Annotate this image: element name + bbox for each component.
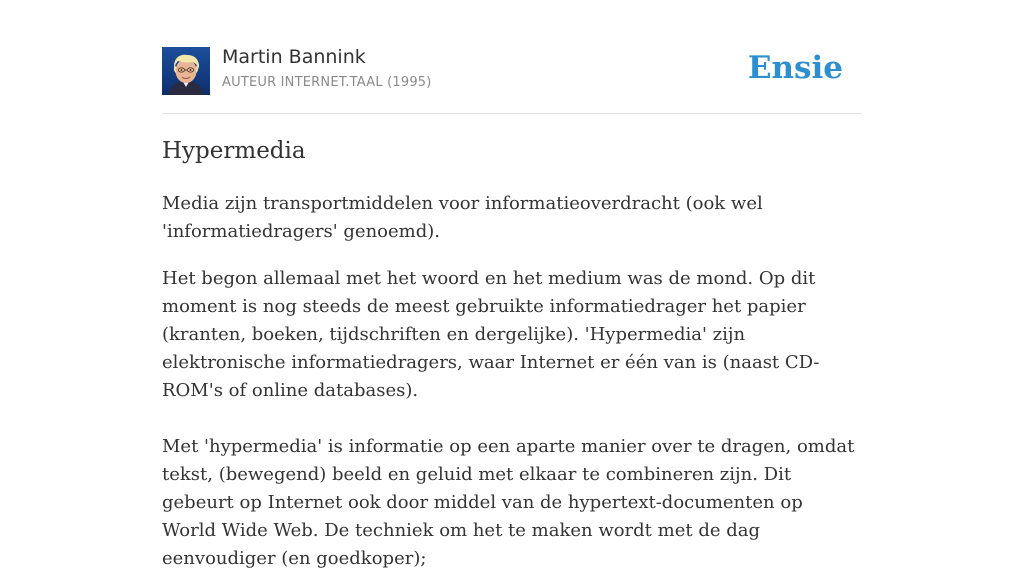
avatar-portrait <box>162 47 210 95</box>
author-header <box>162 0 862 114</box>
author-name[interactable]: Martin Bannink <box>222 46 366 68</box>
article-container <box>162 0 862 569</box>
article-body <box>162 190 862 573</box>
brand-logo[interactable]: Ensie <box>747 50 843 86</box>
author-avatar[interactable] <box>162 47 210 95</box>
author-role: AUTEUR INTERNET.TAAL (1995) <box>222 75 432 90</box>
article-paragraph: Met 'hypermedia' is informatie op een aparte manier over te dragen, omdat tekst, (bewegend) beeld en geluid met elkaar te combineren zijn. Dit gebeurt op Internet ook door middel van de hypertext-documenten op World Wide Web. De techniek om het te maken wordt met de dag eenvoudiger (en goedkoper); <box>162 436 855 569</box>
article-paragraph: Het begon allemaal met het woord en het medium was de mond. Op dit moment is nog steeds de meest gebruikte informatiedrager het papier (kranten, boeken, tijdschriften en dergelijke). 'Hypermedia' zijn elektronische informatiedragers, waar Internet er één van is (naast CD-ROM's of online databases). <box>162 268 820 401</box>
article-paragraph: Media zijn transportmiddelen voor informatieoverdracht (ook wel 'informatiedragers' genoemd). <box>162 193 763 242</box>
article-title: Hypermedia <box>162 138 306 164</box>
